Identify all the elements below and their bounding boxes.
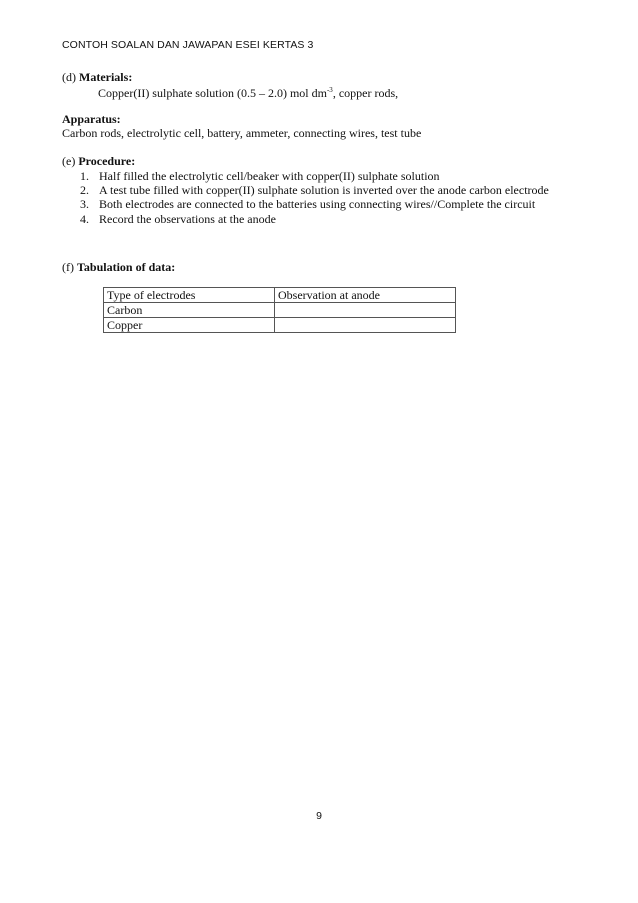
step-number: 4. <box>80 211 89 226</box>
procedure-step <box>62 197 582 211</box>
materials-superscript: -3 <box>326 86 333 94</box>
procedure-list <box>62 169 582 226</box>
column-header: Observation at anode <box>275 288 456 303</box>
step-text: A test tube filled with copper(II) sulphate solution is inverted over the anode carbon electrode <box>99 183 549 198</box>
step-text: Record the observations at the anode <box>99 211 276 226</box>
tabulation-heading <box>62 260 175 274</box>
step-number: 2. <box>80 183 89 198</box>
table-header-row <box>104 288 456 303</box>
procedure-step <box>62 212 582 226</box>
table-cell: Copper <box>104 318 275 333</box>
step-number: 1. <box>80 169 89 183</box>
tabulation-title: Tabulation of data: <box>77 260 176 274</box>
procedure-step <box>62 169 582 183</box>
procedure-title: Procedure: <box>78 154 136 168</box>
procedure-heading <box>62 154 135 168</box>
procedure-step <box>62 183 549 197</box>
materials-text-end: , copper rods, <box>332 86 399 100</box>
apparatus-heading: Apparatus: <box>62 112 121 126</box>
step-text: Both electrodes are connected to the batteries using connecting wires//Complete the circuit <box>99 197 536 212</box>
page-number: 9 <box>316 810 322 822</box>
materials-text <box>98 86 398 100</box>
table-cell <box>275 318 456 333</box>
step-text: Half filled the electrolytic cell/beaker with copper(II) sulphate solution <box>99 169 440 183</box>
page-header: CONTOH SOALAN DAN JAWAPAN ESEI KERTAS 3 <box>62 39 314 51</box>
apparatus-text: Carbon rods, electrolytic cell, battery, ammeter, connecting wires, test tube <box>62 126 422 140</box>
table-cell: Carbon <box>104 303 275 318</box>
column-header: Type of electrodes <box>104 288 275 303</box>
tabulation-prefix: (f) <box>62 260 74 274</box>
table-row <box>104 318 456 333</box>
materials-title: Materials: <box>79 70 133 84</box>
table-cell <box>275 303 456 318</box>
materials-heading <box>62 70 132 84</box>
materials-text-main: Copper(II) sulphate solution (0.5 – 2.0) mol dm <box>98 86 327 100</box>
materials-prefix: (d) <box>62 70 76 84</box>
step-number: 3. <box>80 197 89 212</box>
table-row <box>104 303 456 318</box>
data-table <box>103 287 456 333</box>
procedure-prefix: (e) <box>62 154 76 168</box>
